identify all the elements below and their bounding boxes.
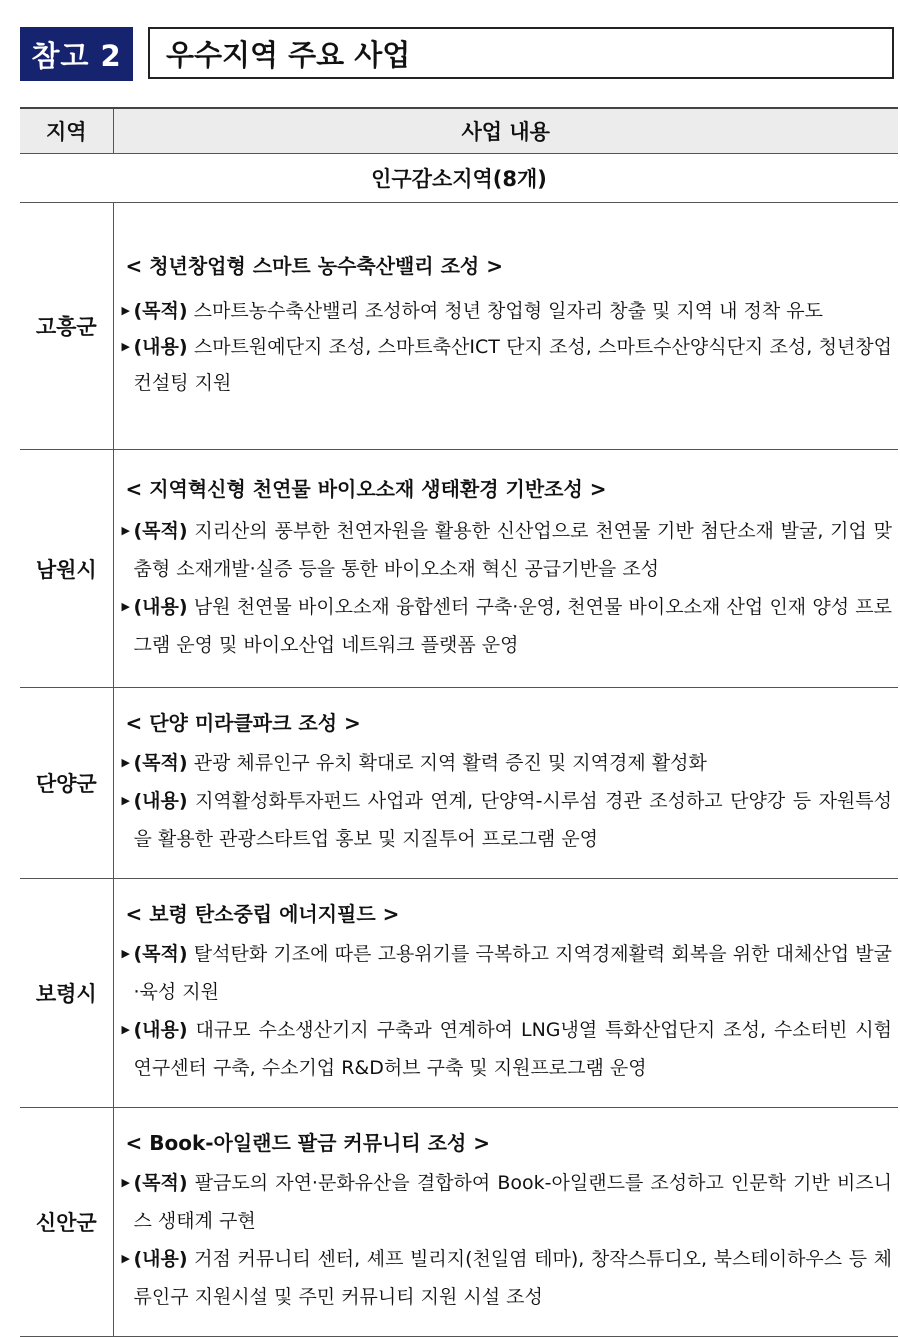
page-title: 우수지역 주요 사업	[148, 27, 894, 79]
content-cell	[113, 450, 898, 688]
region-name: 보령시	[20, 879, 113, 1108]
table-row	[20, 879, 898, 1108]
column-header-region: 지역	[20, 108, 113, 154]
content-text: 지역활성화투자펀드 사업과 연계, 단양역-시루섬 경관 조성하고 단양강 등 자원특성을 활용한 관광스타트업 홍보 및 지질투어 프로그램 운영	[133, 790, 892, 850]
purpose-line	[122, 1164, 893, 1240]
project-title: < 청년창업형 스마트 농수축산밸리 조성 >	[125, 254, 503, 278]
purpose-tag: (목적)	[133, 752, 188, 774]
content-cell	[113, 1108, 898, 1337]
content-cell	[113, 203, 898, 450]
content-tag: (내용)	[133, 1248, 188, 1270]
project-title: < Book-아일랜드 팔금 커뮤니티 조성 >	[125, 1131, 490, 1155]
purpose-text: 관광 체류인구 유치 확대로 지역 활력 증진 및 지역경제 활성화	[187, 752, 707, 774]
project-title: < 지역혁신형 천연물 바이오소재 생태환경 기반조성 >	[125, 476, 607, 501]
bullet-triangle-icon: ▶	[121, 1176, 130, 1189]
region-name: 고흥군	[20, 203, 113, 450]
purpose-tag: (목적)	[133, 1172, 188, 1194]
content-line	[122, 1240, 893, 1316]
content-tag: (내용)	[133, 595, 188, 618]
bullet-triangle-icon: ▶	[121, 794, 130, 807]
content-line	[122, 588, 893, 664]
content-line	[122, 782, 893, 858]
purpose-text: 탈석탄화 기조에 따른 고용위기를 극복하고 지역경제활력 회복을 위한 대체산업 발굴·육성 지원	[133, 943, 892, 1003]
content-tag: (내용)	[133, 1019, 188, 1041]
region-name: 단양군	[20, 688, 113, 879]
bullet-triangle-icon: ▶	[121, 1023, 130, 1036]
content-text: 대규모 수소생산기지 구축과 연계하여 LNG냉열 특화산업단지 조성, 수소터빈 시험연구센터 구축, 수소기업 R&D허브 구축 및 지원프로그램 운영	[133, 1019, 892, 1079]
content-text: 스마트원예단지 조성, 스마트축산ICT 단지 조성, 스마트수산양식단지 조성, 청년창업컨설팅 지원	[133, 336, 892, 394]
column-header-content: 사업 내용	[113, 108, 898, 154]
content-cell	[113, 688, 898, 879]
content-line	[122, 329, 893, 401]
project-title: < 보령 탄소중립 에너지필드 >	[125, 902, 400, 926]
purpose-line	[122, 935, 893, 1011]
bullet-triangle-icon: ▶	[121, 1252, 130, 1265]
content-text: 남원 천연물 바이오소재 융합센터 구축·운영, 천연물 바이오소재 산업 인재 양성 프로그램 운영 및 바이오산업 네트워크 플랫폼 운영	[133, 595, 892, 656]
purpose-tag: (목적)	[133, 519, 188, 542]
bullet-triangle-icon: ▶	[121, 756, 130, 769]
content-tag: (내용)	[133, 790, 188, 812]
projects-table	[20, 107, 898, 1337]
bullet-triangle-icon: ▶	[121, 523, 130, 537]
region-name: 남원시	[20, 450, 113, 688]
group-label: 인구감소지역(8개)	[20, 154, 898, 203]
content-text: 거점 커뮤니티 센터, 셰프 빌리지(천일염 테마), 창작스튜디오, 북스테이하우스 등 체류인구 지원시설 및 주민 커뮤니티 지원 시설 조성	[133, 1248, 892, 1308]
table-row	[20, 1108, 898, 1337]
purpose-text: 스마트농수축산밸리 조성하여 청년 창업형 일자리 창출 및 지역 내 정착 유도	[187, 300, 823, 322]
reference-badge: 참고 2	[20, 27, 133, 81]
table-header-row	[20, 108, 898, 154]
content-tag: (내용)	[133, 336, 188, 358]
table-row	[20, 688, 898, 879]
content-cell	[113, 879, 898, 1108]
purpose-tag: (목적)	[133, 300, 188, 322]
page-header	[20, 27, 898, 81]
purpose-line	[122, 293, 893, 329]
purpose-text: 팔금도의 자연·문화유산을 결합하여 Book-아일랜드를 조성하고 인문학 기반 비즈니스 생태계 구현	[133, 1172, 892, 1232]
purpose-line	[122, 512, 893, 588]
purpose-tag: (목적)	[133, 943, 188, 965]
table-row	[20, 203, 898, 450]
content-line	[122, 1011, 893, 1087]
group-header-row	[20, 154, 898, 203]
bullet-triangle-icon: ▶	[121, 599, 130, 613]
bullet-triangle-icon: ▶	[121, 340, 130, 353]
region-name: 신안군	[20, 1108, 113, 1337]
project-title: < 단양 미라클파크 조성 >	[125, 711, 361, 735]
purpose-line	[122, 744, 893, 782]
purpose-text: 지리산의 풍부한 천연자원을 활용한 신산업으로 천연물 기반 첨단소재 발굴, 기업 맞춤형 소재개발·실증 등을 통한 바이오소재 혁신 공급기반을 조성	[133, 519, 892, 580]
bullet-triangle-icon: ▶	[121, 304, 130, 317]
table-row	[20, 450, 898, 688]
bullet-triangle-icon: ▶	[121, 947, 130, 960]
